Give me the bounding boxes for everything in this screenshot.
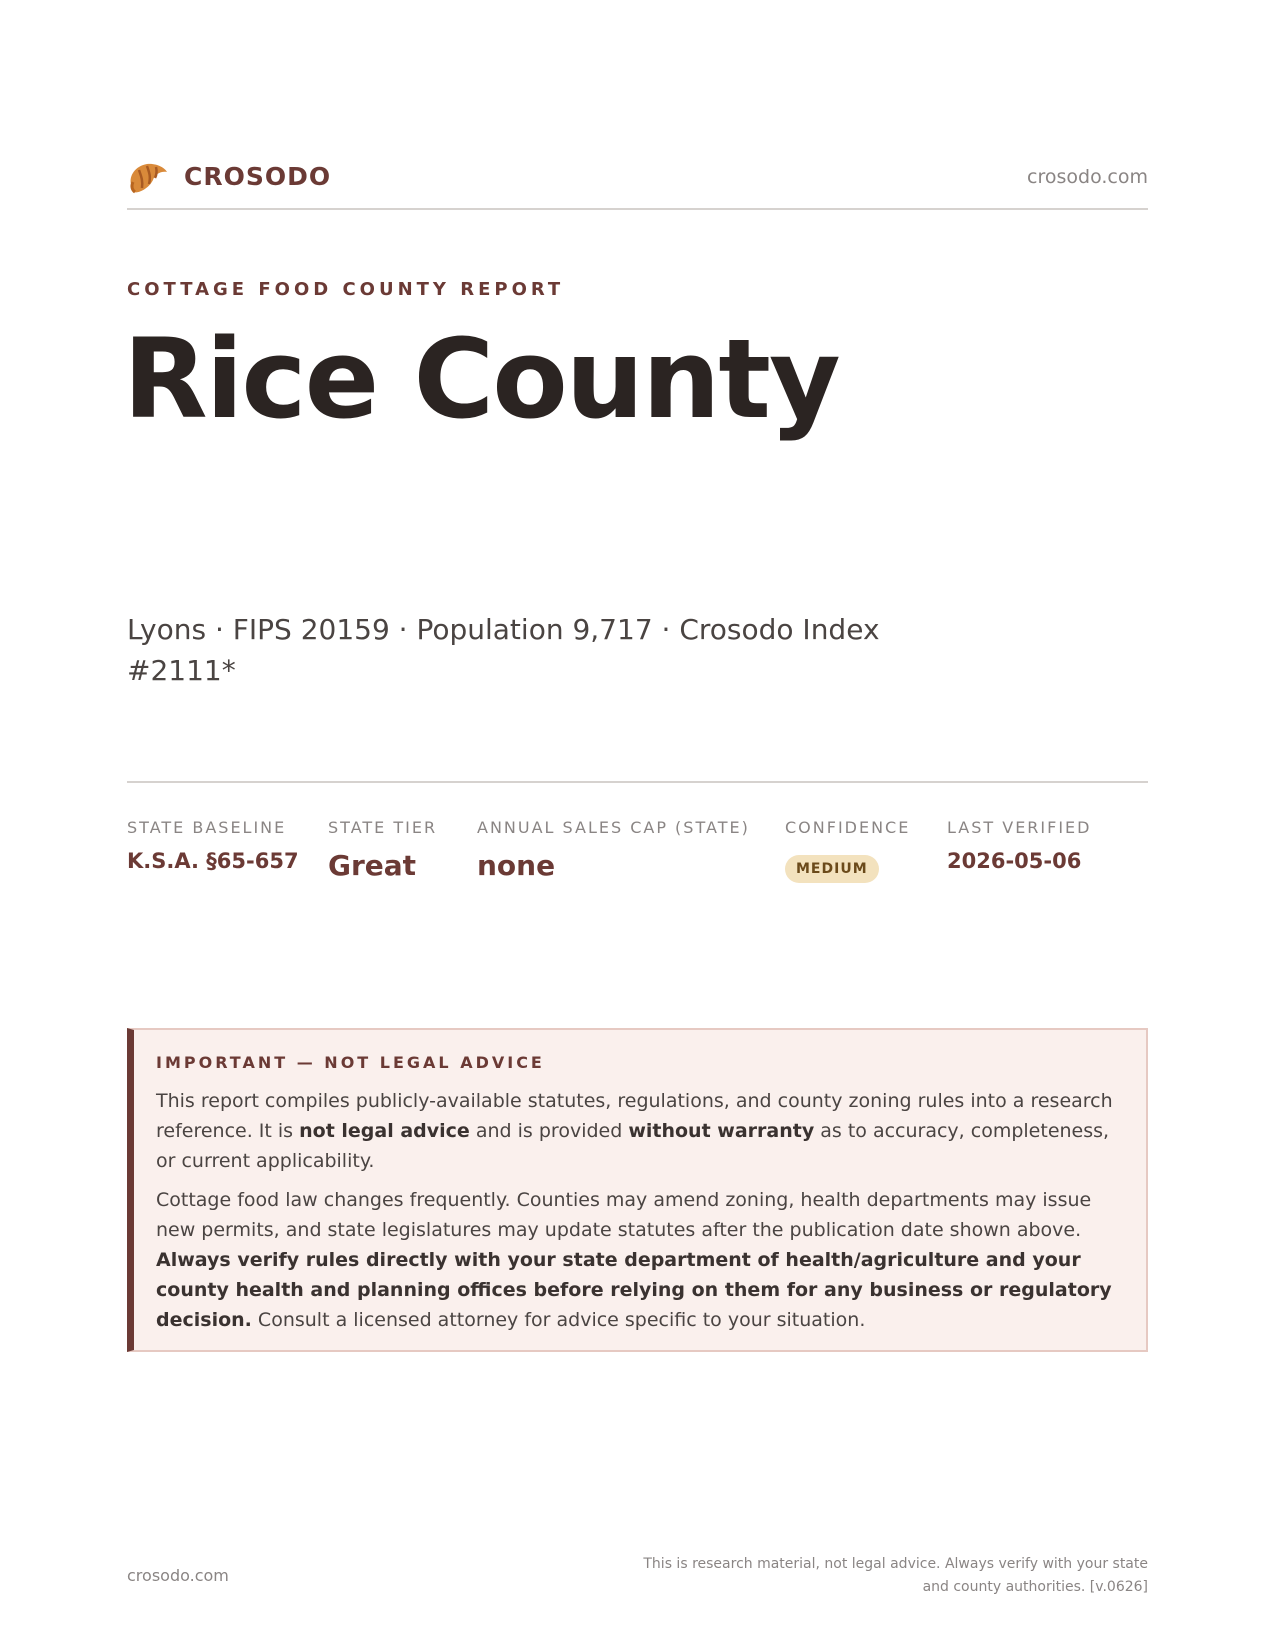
legal-notice: [127, 1028, 1148, 1352]
stat-label: CONFIDENCE: [785, 818, 911, 837]
notice-text: This report compiles publicly-available statutes, regulations, and county zoning rules into a research reference. It is: [156, 1090, 1113, 1142]
report-page: [123, 0, 1148, 1650]
stat-value: K.S.A. §65-657: [127, 849, 299, 873]
status-badge: MEDIUM: [785, 855, 879, 883]
notice-text: Consult a licensed attorney for advice specific to your situation.: [251, 1309, 866, 1331]
stat-state-baseline: [127, 818, 299, 873]
notice-heading: IMPORTANT — NOT LEGAL ADVICE: [156, 1053, 545, 1072]
notice-text: as to accuracy, completeness, or current applicability.: [156, 1120, 1110, 1172]
stat-label: STATE BASELINE: [127, 818, 287, 837]
stat-value: 2026-05-06: [947, 849, 1082, 873]
croissant-icon: [127, 158, 169, 198]
stat-label: ANNUAL SALES CAP (STATE): [477, 818, 750, 837]
footer-disclaimer: [608, 1553, 1148, 1599]
notice-emphasis: Always verify rules directly with your state department of health/agriculture and your county health and planning offices before relying on them for any business or regulatory decision.: [156, 1249, 1112, 1331]
footer-site-url: crosodo.com: [127, 1566, 229, 1585]
footer-disclaimer-line: and county authorities. [v.0626]: [922, 1579, 1148, 1595]
stat-value: none: [477, 849, 556, 882]
stat-label: STATE TIER: [328, 818, 438, 837]
stat-state-tier: [328, 818, 437, 882]
stat-label: LAST VERIFIED: [947, 818, 1092, 837]
notice-emphasis: not legal advice: [299, 1120, 470, 1142]
stat-value: Great: [328, 849, 417, 882]
notice-text: Cottage food law changes frequently. Counties may amend zoning, health departments may issue new permits, and state legislatures may update statutes after the publication date shown above.: [156, 1189, 1092, 1241]
notice-emphasis: without warranty: [628, 1120, 815, 1142]
brand-name: CROSODO: [184, 162, 332, 191]
report-subtitle: Lyons · FIPS 20159 · Population 9,717 · Crosodo Index #2111*: [127, 613, 880, 687]
page-title: Rice County: [123, 315, 839, 443]
section-divider: [127, 781, 1148, 783]
stat-last-verified: [947, 818, 1091, 873]
stat-sales-cap: [477, 818, 750, 882]
notice-paragraph: [156, 1185, 1116, 1335]
footer-disclaimer-line: This is research material, not legal advice. Always verify with your state: [643, 1556, 1148, 1572]
report-eyebrow: COTTAGE FOOD COUNTY REPORT: [127, 279, 565, 300]
stat-confidence: [785, 818, 910, 883]
page-header: [127, 152, 1148, 210]
site-url: crosodo.com: [1027, 166, 1148, 188]
notice-text: and is provided: [469, 1120, 629, 1142]
notice-paragraph: [156, 1086, 1116, 1176]
